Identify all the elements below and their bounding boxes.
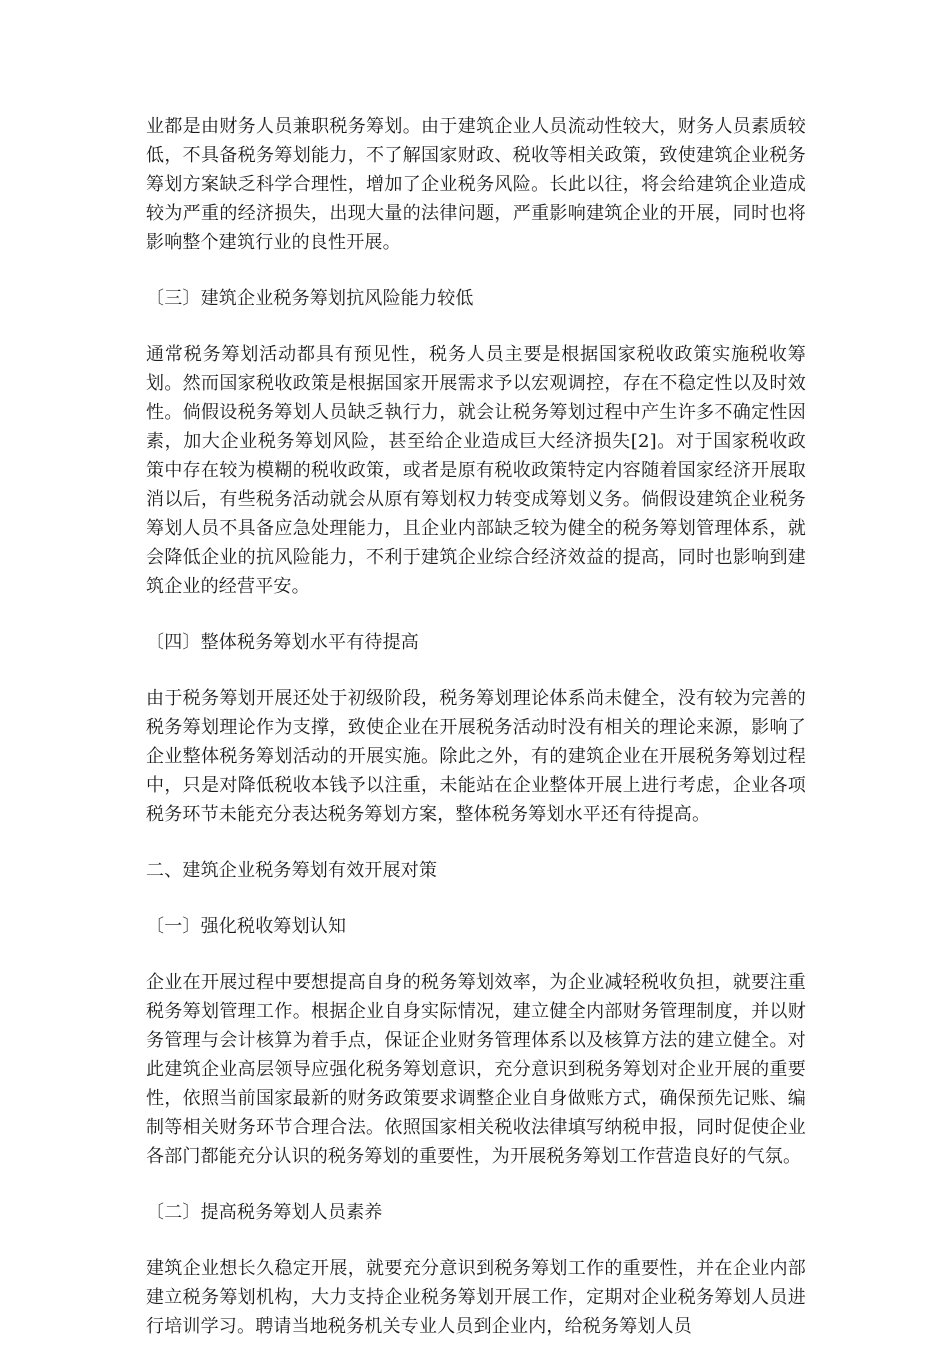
heading-overall-level: 〔四〕整体税务筹划水平有待提高 <box>146 632 419 653</box>
paragraph-staff-quality: 业都是由财务人员兼职税务筹划。由于建筑企业人员流动性较大，财务人员素质较低，不具备税务筹划能力，不了解国家财政、税收等相关政策，致使建筑企业税务筹划方案缺乏科学合理性，增加了企业税务风险。长此以往，将会给建筑企业造成较为严重的经济损失，出现大量的法律问题，严重影响建筑企业的开展，同时也将影响整个建筑行业的良性开展。 <box>146 116 806 253</box>
paragraph-risk-resistance: 通常税务筹划活动都具有预见性，税务人员主要是根据国家税收政策实施税收筹划。然而国家税收政策是根据国家开展需求予以宏观调控，存在不稳定性以及时效性。倘假设税务筹划人员缺乏執行力，就会让税务筹划过程中产生许多不确定性因素，加大企业税务筹划风险，甚至给企业造成巨大经济损失[2]。对于国家税收政策中存在较为模糊的税收政策，或者是原有税收政策特定内容随着国家经济开展取消以后，有些税务活动就会从原有筹划权力转变成筹划义务。倘假设建筑企业税务筹划人员不具备应急处理能力，且企业内部缺乏较为健全的税务筹划管理体系，就会降低企业的抗风险能力，不利于建筑企业综合经济效益的提高，同时也影响到建筑企业的经营平安。 <box>146 344 806 597</box>
paragraph-staff-training: 建筑企业想长久稳定开展，就要充分意识到税务筹划工作的重要性，并在企业内部建立税务筹划机构，大力支持企业税务筹划开展工作，定期对企业税务筹划人员进行培训学习。聘请当地税务机关专业人员到企业内，给税务筹划人员 <box>146 1258 806 1337</box>
heading-risk-resistance: 〔三〕建筑企业税务筹划抗风险能力较低 <box>146 288 474 309</box>
paragraph-overall-level: 由于税务筹划开展还处于初级阶段，税务筹划理论体系尚未健全，没有较为完善的税务筹划理论作为支撑，致使企业在开展税务活动时没有相关的理论来源，影响了企业整体税务筹划活动的开展实施。除此之外，有的建筑企业在开展税务筹划过程中，只是对降低税收本钱予以注重，未能站在企业整体开展上进行考虑，企业各项税务环节未能充分表达税务筹划方案，整体税务筹划水平还有待提高。 <box>146 688 806 825</box>
heading-section-two: 二、建筑企业税务筹划有效开展对策 <box>146 860 438 881</box>
heading-strengthen-awareness: 〔一〕强化税收筹划认知 <box>146 916 347 937</box>
paragraph-strengthen-awareness: 企业在开展过程中要想提高自身的税务筹划效率，为企业减轻税收负担，就要注重税务筹划管理工作。根据企业自身实际情况，建立健全内部财务管理制度，并以财务管理与会计核算为着手点，保证企业财务管理体系以及核算方法的建立健全。对此建筑企业高层领导应强化税务筹划意识，充分意识到税务筹划对企业开展的重要性，依照当前国家最新的财务政策要求调整企业自身做账方式，确保预先记账、编制等相关财务环节合理合法。依照国家相关税收法律填写纳税申报，同时促使企业各部门都能充分认识的税务筹划的重要性，为开展税务筹划工作营造良好的气氛。 <box>146 972 806 1167</box>
heading-staff-training: 〔二〕提高税务筹划人员素养 <box>146 1202 383 1223</box>
document-page <box>146 112 806 1368</box>
